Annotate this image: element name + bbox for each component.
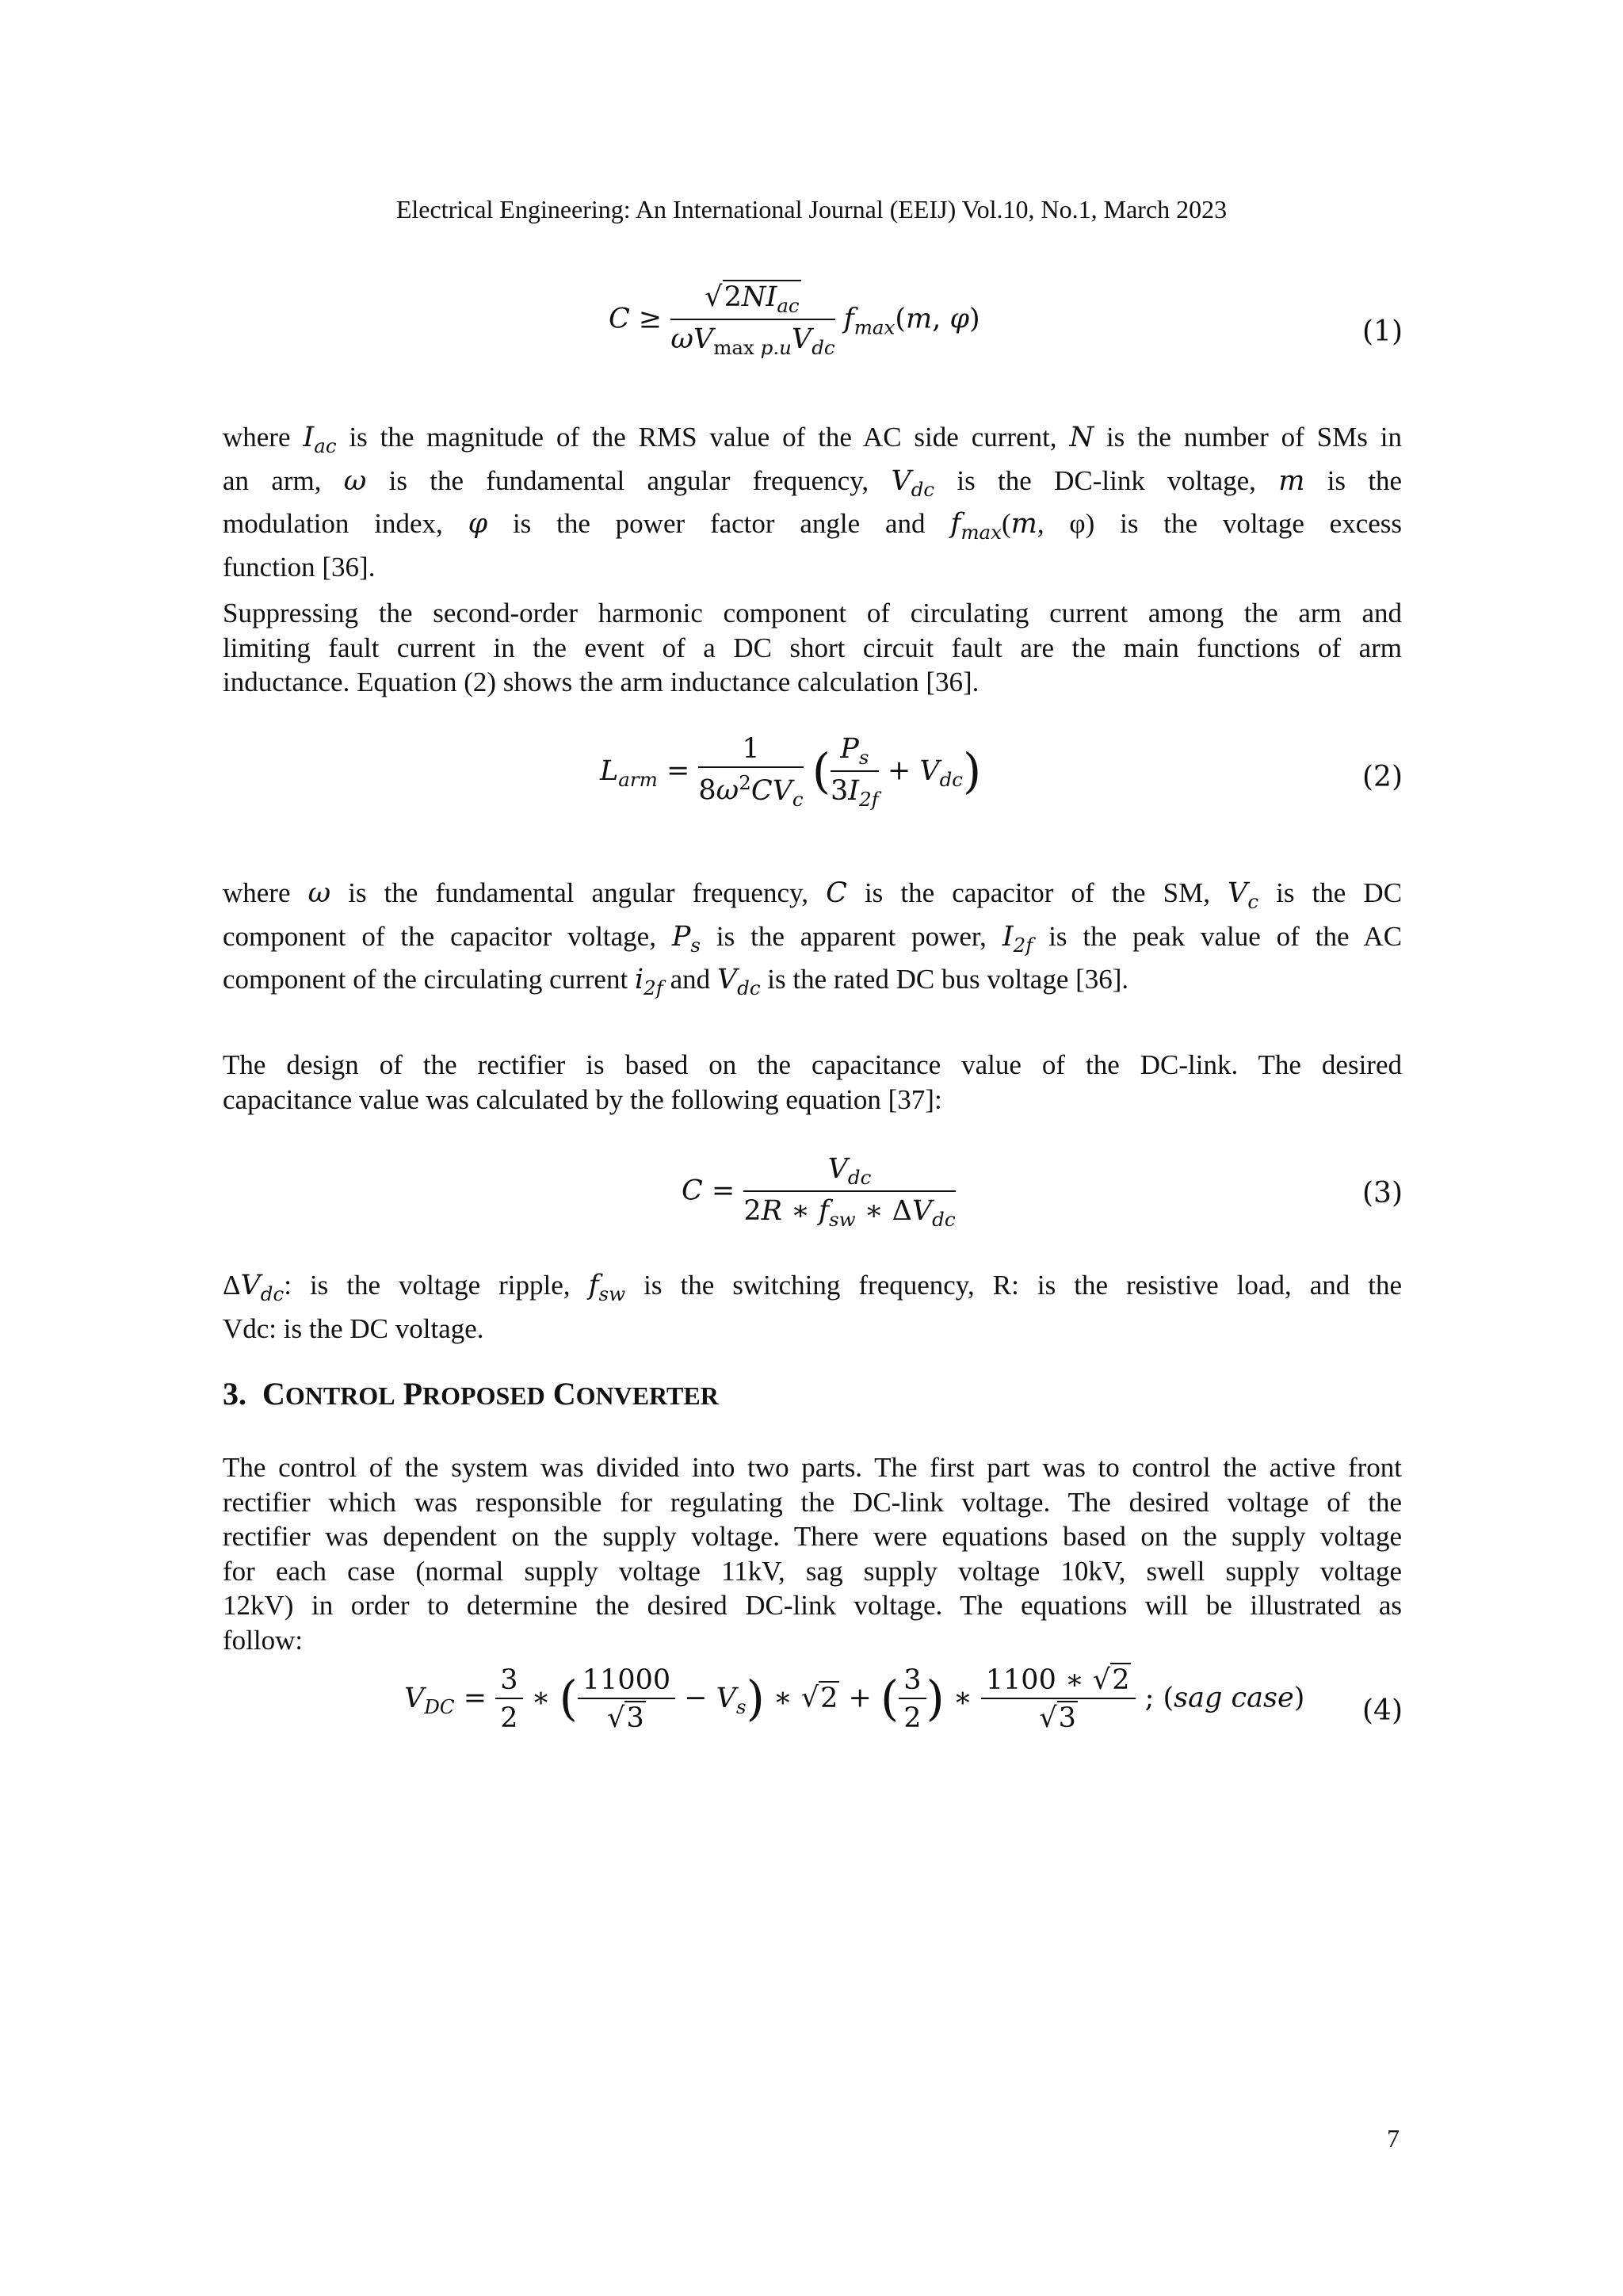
equation-2-number: (2) [1362,761,1403,793]
paragraph-2: Suppressing the second-order harmonic component of circulating current among the arm and limiting fault current in the event of a DC short circuit fault are the main functions of arm inductance. Equation (2) shows the arm inductance calculation [36]. [223,598,1402,697]
paragraph-3: where ω is the fundamental angular frequency, C is the capacitor of the SM, $V_c$ is the DC component of the capacitor voltage, $P_s$ is the apparent power, $I_{2f}$ is the peak value of the AC component of the circulating current $i_{2f}$ and $V_{dc}$ is the rated DC bus voltage [36]. [223,877,1403,999]
equation-4: $V_{DC}$ = $\frac{3}{2}$ ∗ ( $\frac{11000}{√3}$ − $V_s$) ∗ √2 + ( $\frac{3}{2}$ ) ∗ $\frac{1100 ∗ √2}{√3}$ ; (sag case) [404,1664,1305,1734]
paragraph-5: $\Delta V_{dc}$: is the voltage ripple, $f_{sw}$ is the switching frequency, R: is the resistive load, and the Vdc: is the DC voltage. [223,1270,1403,1344]
equation-1-number: (1) [1362,315,1403,348]
equation-3-number: (3) [1362,1177,1403,1209]
paragraph-1: where $I_{ac}$ is the magnitude of the RMS value of the AC side current, N is the number of SMs in an arm, ω is the fundamental angular frequency, $V_{dc}$ is the DC-link voltage, m is the modulation index, φ is the power factor angle and $f_{max}(m$, φ) is the voltage excess function [36]. [223,422,1403,583]
page-number: 7 [1387,2124,1400,2153]
section-heading: 3. CONTROL PROPOSED CONVERTER [223,1376,719,1412]
equation-4-number: (4) [1362,1694,1403,1727]
paragraph-4: The design of the rectifier is based on the capacitance value of the DC-link. The desired capacitance value was calculated by the following equation [37]: [223,1049,1402,1115]
equation-3: C = $\frac{V_{dc}}{2R ∗ f_{sw} ∗ \Delta V_{dc}}$ [682,1153,956,1231]
equation-1: C ≥ $\frac{√2NI_{ac}}{\omega V_{max p.u}V_{dc}}$ $f_{max}(m$, φ) [609,281,980,359]
running-header: Electrical Engineering: An International Journal (EEIJ) Vol.10, No.1, March 2023 [395,195,1228,223]
paragraph-6: The control of the system was divided into two parts. The first part was to control the active front rectifier which was responsible for regulating the DC-link voltage. The desired voltage of the rectifier was dependent on the supply voltage. There were equations based on the supply voltage for each case (normal supply voltage 11kV, sag supply voltage 10kV, swell supply voltage 12kV) in order to determine the desired DC-link voltage. The equations will be illustrated as follow: [223,1452,1402,1656]
equation-2: $L_{arm}$ = $\frac{1}{8\omega^2CV_c}$ ( $\frac{P_s}{3I_{2f}}$ + $V_{dc}$) [600,733,982,811]
